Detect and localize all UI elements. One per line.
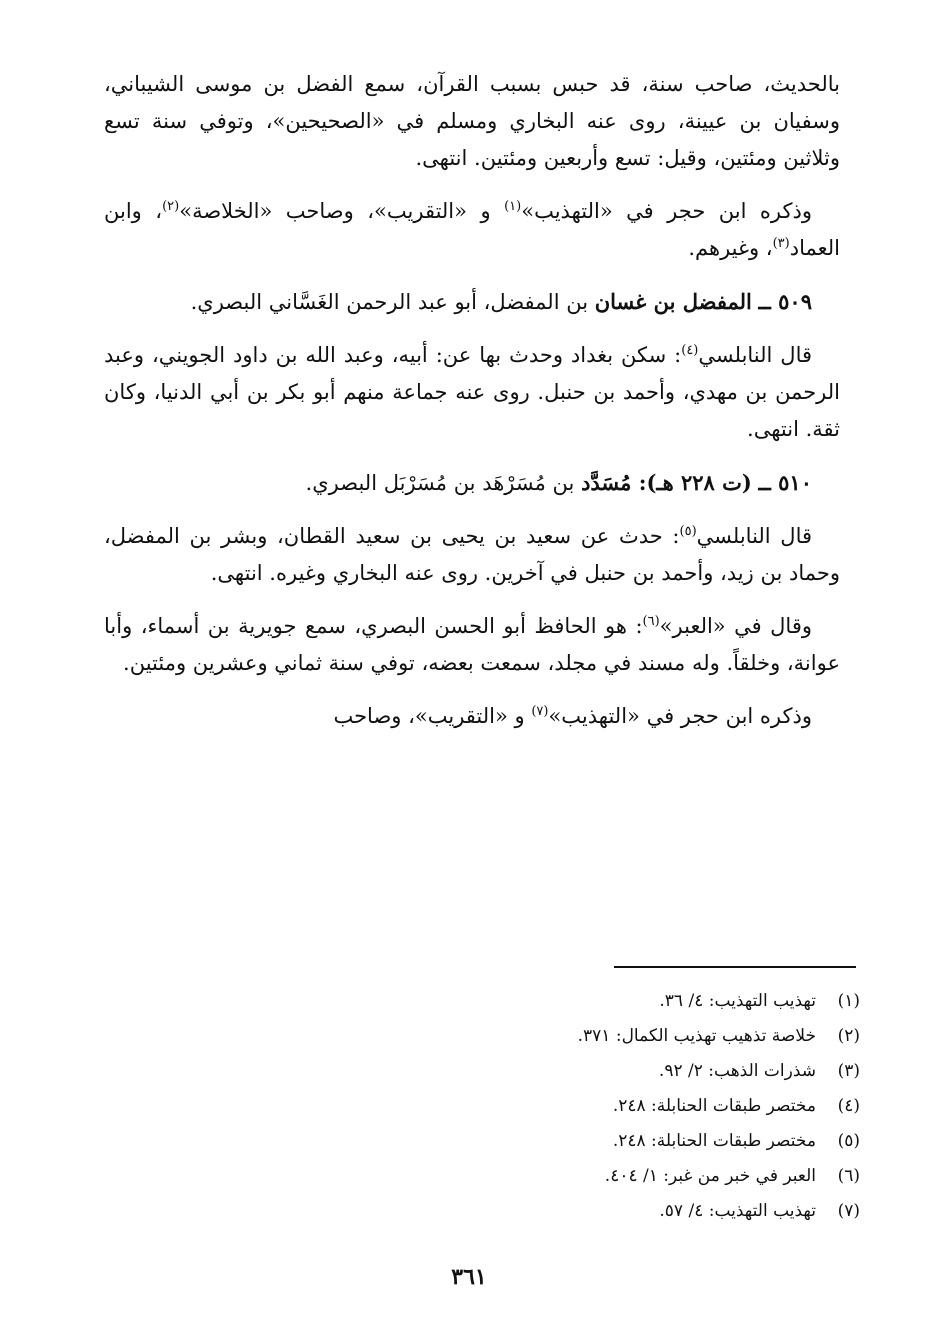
footnote-marker[interactable]: (٥) — [679, 524, 697, 539]
main-text — [104, 66, 840, 751]
footnote-marker[interactable]: (٧) — [531, 704, 549, 719]
entry-name: المفضل بن غسان — [594, 289, 752, 314]
footnotes — [380, 984, 860, 1229]
entry-name: مُسَدَّد — [581, 470, 639, 495]
footnote-marker[interactable]: (٢) — [162, 199, 180, 214]
paragraph-2: وذكره ابن حجر في «التهذيب»$^{(١)}$ و «التقريب»، وصاحب «الخلاصة»$^{(٢)}$، وابن العماد$^{(٣)}$، وغيرهم. — [104, 199, 840, 260]
footnote-6: (٦) العبر في خبر من غبر: ١/ ٤٠٤. — [604, 1166, 860, 1186]
paragraph-6: قال النابلسي$^{(٥)}$: حدث عن سعيد بن يحيى بن سعيد القطان، وبشر بن المفضل، وحماد بن زيد، وأحمد بن حنبل في آخرين. روى عنه البخاري وغيره. انتهى. — [104, 524, 840, 585]
entry-date: (ت ٢٢٨ هـ): — [638, 470, 752, 495]
footnote-marker[interactable]: (٦) — [642, 614, 660, 629]
page-number: ٣٦١ — [451, 1264, 487, 1290]
footnote-7: (٧) تهذيب التهذيب: ٤/ ٥٧. — [659, 1201, 860, 1221]
footnote-2: (٢) خلاصة تذهيب تهذيب الكمال: ٣٧١. — [577, 1026, 860, 1046]
paragraph-1: بالحديث، صاحب سنة، قد حبس بسبب القرآن، سمع الفضل بن موسى الشيباني، وسفيان بن عيينة، روى عنه البخاري ومسلم في «الصحيحين»، وتوفي سنة تسع وثلاثين ومئتين، وقيل: تسع وأربعين ومئتين. انتهى. — [104, 72, 840, 170]
entry-number: ٥١٠ ــ — [758, 470, 812, 495]
footnote-4: (٤) مختصر طبقات الحنابلة: ٢٤٨. — [612, 1096, 860, 1116]
entry-number: ٥٠٩ ــ — [758, 289, 812, 314]
paragraph-8: وذكره ابن حجر في «التهذيب»$^{(٧)}$ و «التقريب»، وصاحب — [333, 704, 812, 728]
paragraph-4: قال النابلسي$^{(٤)}$: سكن بغداد وحدث بها عن: أبيه، وعبد الله بن داود الجويني، وعبد الرحمن بن مهدي، وأحمد بن حنبل. روى عنه جماعة منهم أبو بكر بن أبي الدنيا، وكان ثقة. انتهى. — [104, 343, 840, 441]
footnote-3: (٣) شذرات الذهب: ٢/ ٩٢. — [658, 1061, 860, 1081]
paragraph-7: وقال في «العبر»$^{(٦)}$: هو الحافظ أبو الحسن البصري، سمع جويرية بن أسماء، وأبا عوانة، وخلقاً. وله مسند في مجلد، سمعت بعضه، توفي سنة ثماني وعشرين ومئتين. — [104, 614, 840, 675]
entry-heading-510: ٥١٠ ــ (ت ٢٢٨ هـ): مُسَدَّد بن مُسَرْهَد بن مُسَرْبَل البصري. — [305, 470, 812, 495]
footnote-1: (١) تهذيب التهذيب: ٤/ ٣٦. — [659, 991, 860, 1011]
footnote-5: (٥) مختصر طبقات الحنابلة: ٢٤٨. — [612, 1131, 860, 1151]
footnote-divider — [614, 966, 856, 968]
footnote-marker[interactable]: (٣) — [772, 236, 790, 251]
entry-heading-509: ٥٠٩ ــ المفضل بن غسان بن المفضل، أبو عبد الرحمن الغَسَّاني البصري. — [190, 289, 812, 314]
footnote-marker[interactable]: (١) — [504, 199, 522, 214]
footnote-marker[interactable]: (٤) — [681, 343, 699, 358]
